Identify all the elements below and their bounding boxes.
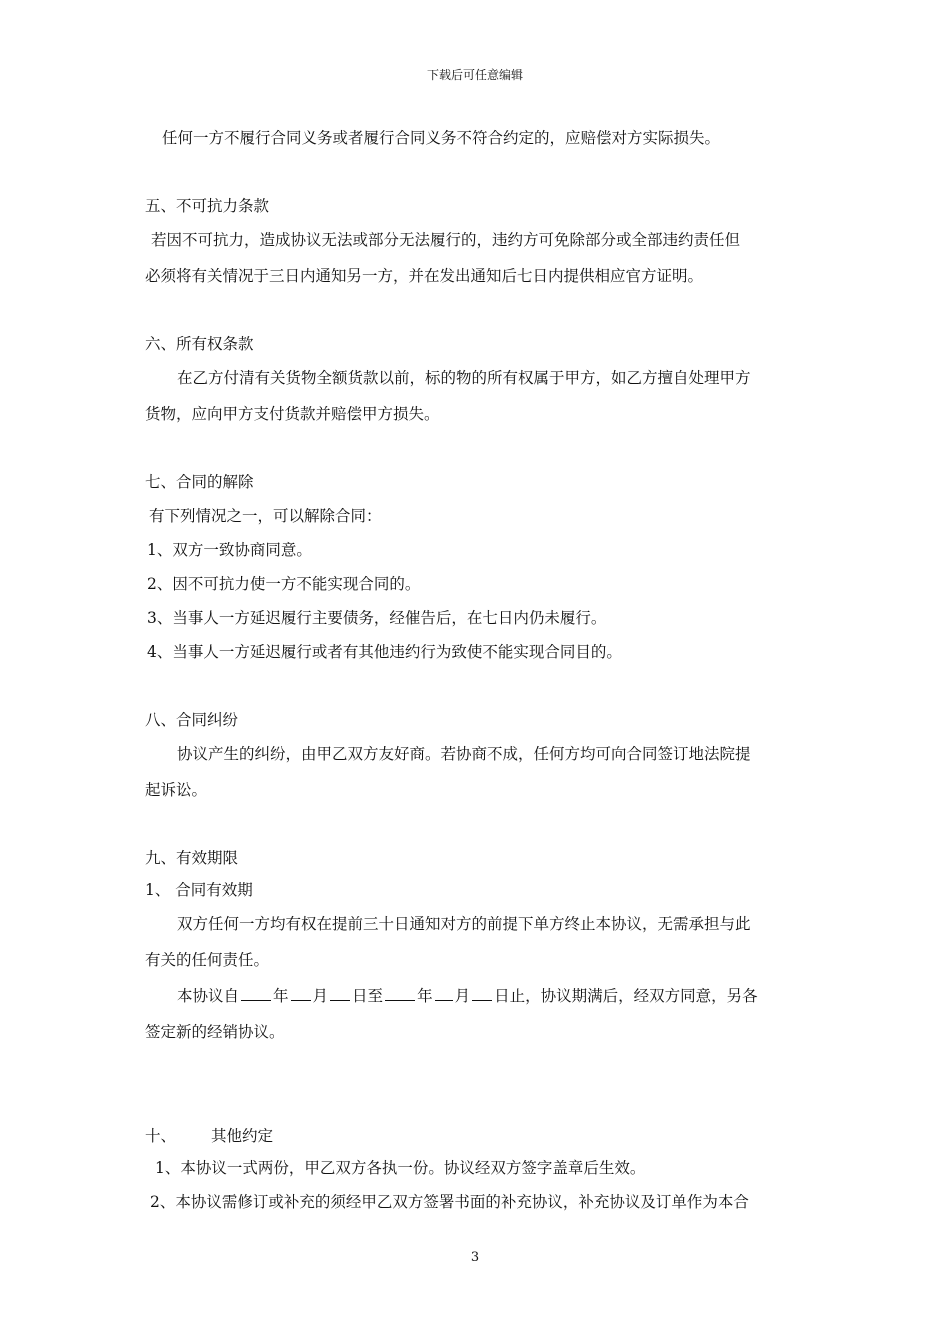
paragraph-ownership-2: 货物，应向甲方支付货款并赔偿甲方损失。 <box>145 405 440 423</box>
date-text-end: 日止，协议期满后，经双方同意，另各 <box>494 987 758 1005</box>
list-item-other-2: 2、本协议需修订或补充的须经甲乙双方签署书面的补充协议，补充协议及订单作为本合 <box>150 1193 749 1211</box>
date-text-from: 本协议自 <box>177 987 240 1005</box>
date-text-month-2: 月 <box>454 987 471 1005</box>
section-heading-other: 其他约定 <box>211 1127 274 1145</box>
list-item-termination-1: 1、双方一致协商同意。 <box>147 541 312 559</box>
section-heading-validity: 九、有效期限 <box>145 849 239 867</box>
blank-end-month <box>435 986 453 1001</box>
blank-end-year <box>385 986 415 1001</box>
date-text-year: 年 <box>273 987 289 1005</box>
paragraph-force-majeure-1: 若因不可抗力，造成协议无法或部分无法履行的，违约方可免除部分或全部违约责任但 <box>151 231 741 249</box>
blank-start-year <box>241 986 271 1001</box>
date-text-year-2: 年 <box>417 987 433 1005</box>
paragraph-validity-1: 双方任何一方均有权在提前三十日通知对方的前提下单方终止本协议，无需承担与此 <box>177 915 751 933</box>
paragraph-validity-2: 有关的任何责任。 <box>145 951 270 969</box>
paragraph-dispute-2: 起诉讼。 <box>145 781 208 799</box>
paragraph-liability: 任何一方不履行合同义务或者履行合同义务不符合约定的，应赔偿对方实际损失。 <box>162 129 721 147</box>
blank-start-day <box>330 986 350 1001</box>
section-heading-termination: 七、合同的解除 <box>145 473 254 491</box>
page-header: 下载后可任意编辑 <box>426 68 523 82</box>
date-text-month: 月 <box>312 987 329 1005</box>
paragraph-force-majeure-2: 必须将有关情况于三日内通知另一方，并在发出通知后七日内提供相应官方证明。 <box>145 267 704 285</box>
page-number: 3 <box>470 1250 480 1265</box>
paragraph-validity-dates <box>177 986 758 1006</box>
paragraph-validity-3: 签定新的经销协议。 <box>145 1023 285 1041</box>
section-heading-dispute: 八、合同纠纷 <box>145 711 239 729</box>
date-text-to: 日至 <box>352 987 384 1005</box>
paragraph-dispute-1: 协议产生的纠纷，由甲乙双方友好商。若协商不成，任何方均可向合同签订地法院提 <box>177 745 751 763</box>
blank-start-month <box>291 986 311 1001</box>
list-item-other-1: 1、本协议一式两份，甲乙双方各执一份。协议经双方签字盖章后生效。 <box>155 1159 646 1177</box>
list-item-termination-2: 2、因不可抗力使一方不能实现合同的。 <box>147 575 421 593</box>
paragraph-ownership-1: 在乙方付清有关货物全额货款以前，标的物的所有权属于甲方，如乙方擅自处理甲方 <box>177 369 751 387</box>
section-heading-ownership: 六、所有权条款 <box>145 335 254 353</box>
blank-end-day <box>472 986 492 1001</box>
list-item-termination-4: 4、当事人一方延迟履行或者有其他违约行为致使不能实现合同目的。 <box>147 643 622 661</box>
subheading-validity-term: 1、 合同有效期 <box>145 881 253 899</box>
paragraph-termination-intro: 有下列情况之一，可以解除合同： <box>149 507 382 525</box>
section-heading-force-majeure: 五、不可抗力条款 <box>145 197 270 215</box>
list-item-termination-3: 3、当事人一方延迟履行主要债务，经催告后，在七日内仍未履行。 <box>147 609 607 627</box>
section-number-other: 十、 <box>145 1127 177 1145</box>
